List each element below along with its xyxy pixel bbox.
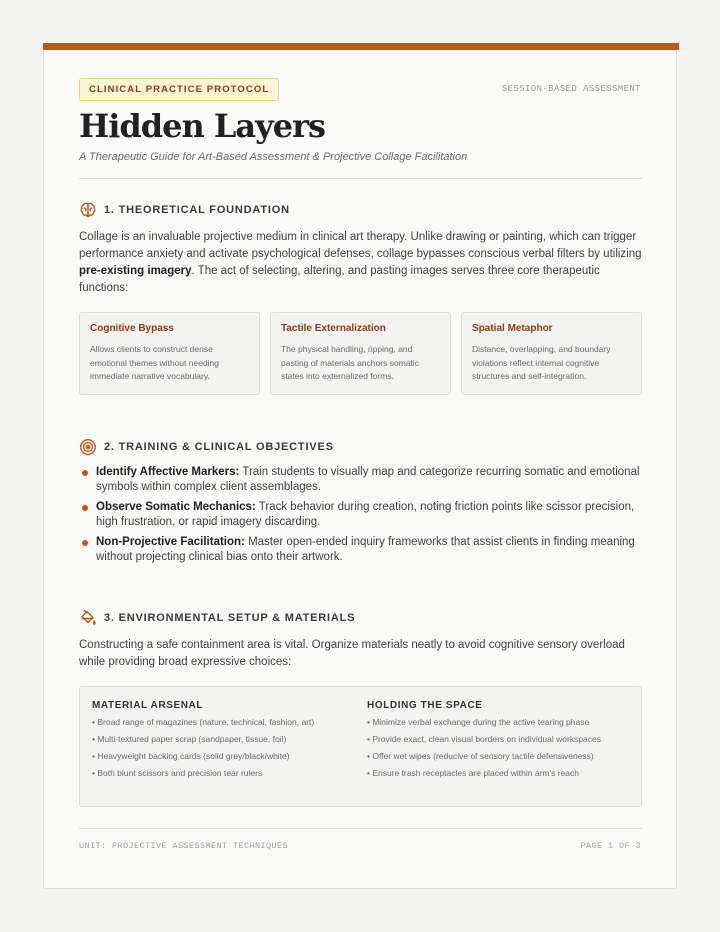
list-item: • Offer wet wipes (reducive of sensory tactile defensiveness) xyxy=(367,751,594,761)
theory-paragraph: Collage is an invaluable projective medium in clinical art therapy. Unlike drawing or painting, which can trigger performance anxiety and activate psychological defenses, collage bypasses conscious verbal filters by utilizing pre-existing imagery. The act of selecting, altering, and pasting images serves three core therapeutic functions: xyxy=(79,231,642,294)
list-item: • Both blunt scissors and precision tear rulers xyxy=(92,768,263,778)
protocol-badge: CLINICAL PRACTICE PROTOCOL xyxy=(79,78,279,101)
card-description: Distance, overlapping, and boundary violations reflect internal cognitive structures and self-integration. xyxy=(472,344,611,381)
list-item: • Ensure trash receptacles are placed within arm's reach xyxy=(367,768,580,778)
list-item: Identify Affective Markers: Train students to visually map and categorize recurring somatic and emotional symbols within complex client assemblages. xyxy=(79,465,642,494)
card-title: Cognitive Bypass xyxy=(90,323,174,334)
section-environmental-setup xyxy=(79,608,355,628)
card-description: Allows clients to construct dense emotional themes without needing immediate narrative vocabulary. xyxy=(90,344,219,381)
session-label: SESSION-BASED ASSESSMENT xyxy=(501,84,641,94)
material-arsenal-column xyxy=(92,700,354,784)
list-item: • Multi-textured paper scrap (sandpaper, tissue, foil) xyxy=(92,734,287,744)
emphasis-text: pre-existing imagery xyxy=(79,265,192,277)
section-training-objectives xyxy=(79,437,334,457)
setup-paragraph: Constructing a safe containment area is vital. Organize materials neatly to avoid cognitive sensory overload while providing broad expressive choices: xyxy=(79,639,625,668)
target-icon xyxy=(79,438,97,456)
card-title: Tactile Externalization xyxy=(281,323,386,334)
footer-unit: UNIT: PROJECTIVE ASSESSMENT TECHNIQUES xyxy=(79,841,289,851)
section-title: 2. TRAINING & CLINICAL OBJECTIVES xyxy=(104,441,334,453)
list-item: • Broad range of magazines (nature, technical, fashion, art) xyxy=(92,717,315,727)
header-divider xyxy=(79,178,642,179)
card-cognitive-bypass xyxy=(79,312,260,395)
bullet-dot xyxy=(82,470,88,476)
section-title: 3. ENVIRONMENTAL SETUP & MATERIALS xyxy=(104,612,356,624)
footer-divider xyxy=(79,828,642,829)
footer-page-number: PAGE 1 OF 3 xyxy=(580,841,641,851)
brain-icon xyxy=(79,201,97,219)
objectives-list xyxy=(79,465,642,570)
materials-panel xyxy=(79,686,642,807)
holding-space-column xyxy=(367,700,629,784)
page-title: Hidden Layers xyxy=(79,107,325,145)
section-title: 1. THEORETICAL FOUNDATION xyxy=(104,204,290,216)
list-item: • Minimize verbal exchange during the active tearing phase xyxy=(367,717,590,727)
card-title: Spatial Metaphor xyxy=(472,323,553,334)
bullet-dot xyxy=(82,540,88,546)
card-description: The physical handling, ripping, and pasting of materials anchors somatic states into externalized forms. xyxy=(281,344,419,381)
document-page xyxy=(43,43,677,889)
list-item: • Provide exact, clean visual borders on individual workspaces xyxy=(367,734,602,744)
list-item: • Heavyweight backing cards (solid grey/black/white) xyxy=(92,751,290,761)
column-heading: HOLDING THE SPACE xyxy=(367,700,483,711)
column-heading: MATERIAL ARSENAL xyxy=(92,700,204,711)
paint-bucket-icon xyxy=(79,609,97,627)
section-theoretical-foundation xyxy=(79,200,290,220)
accent-top-bar xyxy=(43,43,679,50)
page-subtitle: A Therapeutic Guide for Art-Based Assessment & Projective Collage Facilitation xyxy=(79,151,468,163)
card-spatial-metaphor xyxy=(461,312,642,395)
bullet-dot xyxy=(82,505,88,511)
list-item: Non-Projective Facilitation: Master open-ended inquiry frameworks that assist clients in finding meaning without projecting clinical bias onto their artwork. xyxy=(79,535,642,564)
card-tactile-externalization xyxy=(270,312,451,395)
list-item: Observe Somatic Mechanics: Track behavior during creation, noting friction points like scissor precision, high frustration, or rapid imagery discarding. xyxy=(79,500,642,529)
